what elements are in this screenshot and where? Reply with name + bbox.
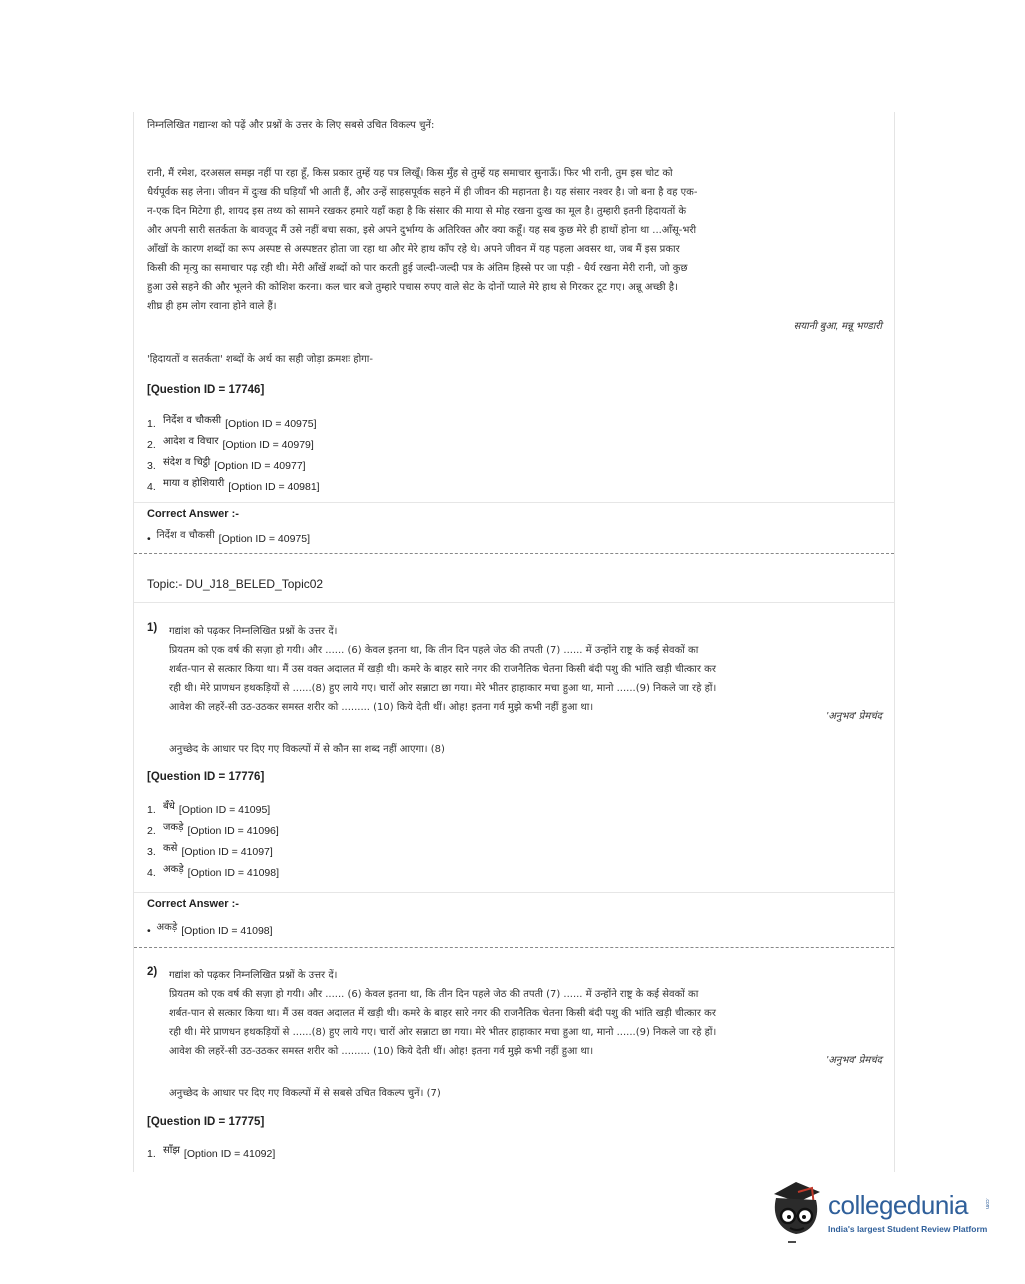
option-item[interactable]: 3. कसे [Option ID = 41097] [147,843,273,858]
question-text: अनुच्छेद के आधार पर दिए गए विकल्पों में से कौन सा शब्द नहीं आएगा। (8) [169,744,445,755]
logo-tagline: India's largest Student Review Platform [828,1224,988,1234]
passage-line: न-एक दिन मिटेगा ही, शायद इस तथ्य को सामने रखकर हमारे यहाँ कहा है कि संसार की माया से मोह रखना दुःख का मूल है। तुम्हारी इतनी हिदायतों के [147,206,687,217]
correct-answer: • अकड़े [Option ID = 41098] [147,922,273,937]
topic-title: Topic:- DU_J18_BELED_Topic02 [147,577,324,591]
collegedunia-logo [768,1176,993,1246]
passage-author: 'अनुभव' प्रेमचंद [826,711,882,722]
passage-author: सयानी बुआ, मन्नू भण्डारी [793,321,882,332]
passage-line: शर्बत-पान से सत्कार किया था। मैं उस वक्त अदालत में खड़ी थी। कमरे के बाहर सारे नगर की राजनैतिक चेतना किसी बंदी पशु की भांति खड़ी चीत्कार कर [169,664,716,675]
divider [134,892,894,893]
question-text: अनुच्छेद के आधार पर दिए गए विकल्पों में से सबसे उचित विकल्प चुनें। (7) [169,1088,441,1099]
correct-answer: • निर्देश व चौकसी [Option ID = 40975] [147,530,311,545]
option-item[interactable]: 2. जकड़े [Option ID = 41096] [147,822,279,837]
document-page [133,112,895,1172]
passage-line: शीघ्र ही हम लोग रवाना होने वाले हैं। [147,301,277,312]
options-list [147,1144,882,1165]
correct-answer-label: Correct Answer :- [147,508,239,520]
mascot-icon [768,1176,826,1246]
passage-2 [169,622,759,717]
question-number: 2) [147,966,158,978]
instruction-text: निम्नलिखित गद्यान्श को पढ़ें और प्रश्नों के उत्तर के लिए सबसे उचित विकल्प चुनें: [147,120,435,131]
question-id: [Question ID = 17776] [147,771,265,783]
passage-3 [169,966,759,1061]
options-list [147,414,882,498]
option-item[interactable]: 2. आदेश व विचार [Option ID = 40979] [147,436,314,451]
correct-answer-label: Correct Answer :- [147,898,239,910]
option-item[interactable]: 1. निर्देश व चौकसी [Option ID = 40975] [147,415,317,430]
passage-line: धैर्यपूर्वक सह लेना। जीवन में दुःख की घड़ियाँ भी आती हैं, और उन्हें साहसपूर्वक सहने में ही जीवन की महानता है। यह संसार नश्वर है। जो बना है वह एक- [147,187,698,198]
passage-line: आँखों के कारण शब्दों का रूप अस्पष्ट से अस्पष्टतर होता जा रहा था और मेरे हाथ काँप रहे थे। अपने जीवन में यह पहला अवसर था, जब मैं इस प्रकार [147,244,680,255]
passage-lead: गद्यांश को पढ़कर निम्नलिखित प्रश्नों के उत्तर दें। [169,626,338,637]
passage-line: रही थी। मेरे प्राणधन हथकड़ियों से ......(8) हुए लाये गए। चारों ओर सन्नाटा छा गया। मेरे भीतर हाहाकार मचा हुआ था, मानो ......(9) निकले जा रहे हों। [169,683,717,694]
passage-1 [147,164,717,316]
passage-line: और अपनी सारी सतर्कता के बावजूद मैं उसे नहीं बचा सका, इसे अपने दुर्भाग्य के अतिरिक्त और क्या कहूँ। यह सब कुछ मेरे ही हाथों होना था ...आँसू-भरी [147,225,697,236]
passage-lead: गद्यांश को पढ़कर निम्नलिखित प्रश्नों के उत्तर दें। [169,970,338,981]
option-item[interactable]: 4. माया व होशियारी [Option ID = 40981] [147,478,320,493]
option-item[interactable]: 3. संदेश व चिट्ठी [Option ID = 40977] [147,457,306,472]
passage-line: प्रियतम को एक वर्ष की सज़ा हो गयी। और ...... (6) केवल इतना था, कि तीन दिन पहले जेठ की तपती (7) ...... में उन्होंने राष्ट्र के कई सेवकों का [169,645,699,656]
logo-wordmark: collegedunia [828,1190,969,1220]
divider [134,502,894,503]
passage-line: रानी, मैं रमेश, दरअसल समझ नहीं पा रहा हूँ, किस प्रकार तुम्हें यह पत्र लिखूँ। किस मुँह से तुम्हें यह समाचार सुनाऊँ। फिर भी रानी, तुम इस चोट को [147,168,673,179]
passage-line: आवेश की लहरें-सी उठ-उठकर समस्त शरीर को ......... (10) किये देती थीं। ओह! इतना गर्व मुझे कभी नहीं हुआ था। [169,1046,594,1057]
question-id: [Question ID = 17775] [147,1116,265,1128]
passage-author: 'अनुभव' प्रेमचंद [826,1055,882,1066]
passage-line: रही थी। मेरे प्राणधन हथकड़ियों से ......(8) हुए लाये गए। चारों ओर सन्नाटा छा गया। मेरे भीतर हाहाकार मचा हुआ था, मानो ......(9) निकले जा रहे हों। [169,1027,717,1038]
section-separator [134,947,894,948]
question-text: 'हिदायतों व सतर्कता' शब्दों के अर्थ का सही जोड़ा क्रमशः होगा- [147,354,373,365]
passage-line: शर्बत-पान से सत्कार किया था। मैं उस वक्त अदालत में खड़ी थी। कमरे के बाहर सारे नगर की राजनैतिक चेतना किसी बंदी पशु की भांति खड़ी चीत्कार कर [169,1008,716,1019]
logo-domain: .com [984,1198,990,1209]
passage-line: प्रियतम को एक वर्ष की सज़ा हो गयी। और ...... (6) केवल इतना था, कि तीन दिन पहले जेठ की तपती (7) ...... में उन्होंने राष्ट्र के कई सेवकों का [169,989,699,1000]
option-item[interactable]: 1. साँझ [Option ID = 41092] [147,1145,276,1160]
option-item[interactable]: 4. अकड़े [Option ID = 41098] [147,864,280,879]
question-id: [Question ID = 17746] [147,384,265,396]
section-separator [134,553,894,554]
bullet: • [147,925,157,937]
options-list [147,800,882,884]
passage-line: किसी की मृत्यु का समाचार पढ़ रही थी। मेरी आँखें शब्दों को पार करती हुई जल्दी-जल्दी पत्र के अंतिम हिस्से पर जा पड़ी - धैर्य रखना मेरी रानी, जो कुछ [147,263,688,274]
divider [134,602,894,603]
passage-line: आवेश की लहरें-सी उठ-उठकर समस्त शरीर को ......... (10) किये देती थीं। ओह! इतना गर्व मुझे कभी नहीं हुआ था। [169,702,594,713]
question-number: 1) [147,622,158,634]
passage-line: हुआ उसे सहने की और भूलने की कोशिश करना। कल चार बजे तुम्हारे पचास रुपए वाले सेट के दोनों प्याले मेरे हाथ से गिरकर टूट गए। अन्नू अच्छी है। [147,282,678,293]
bullet: • [147,533,157,545]
option-item[interactable]: 1. बँधे [Option ID = 41095] [147,801,271,816]
